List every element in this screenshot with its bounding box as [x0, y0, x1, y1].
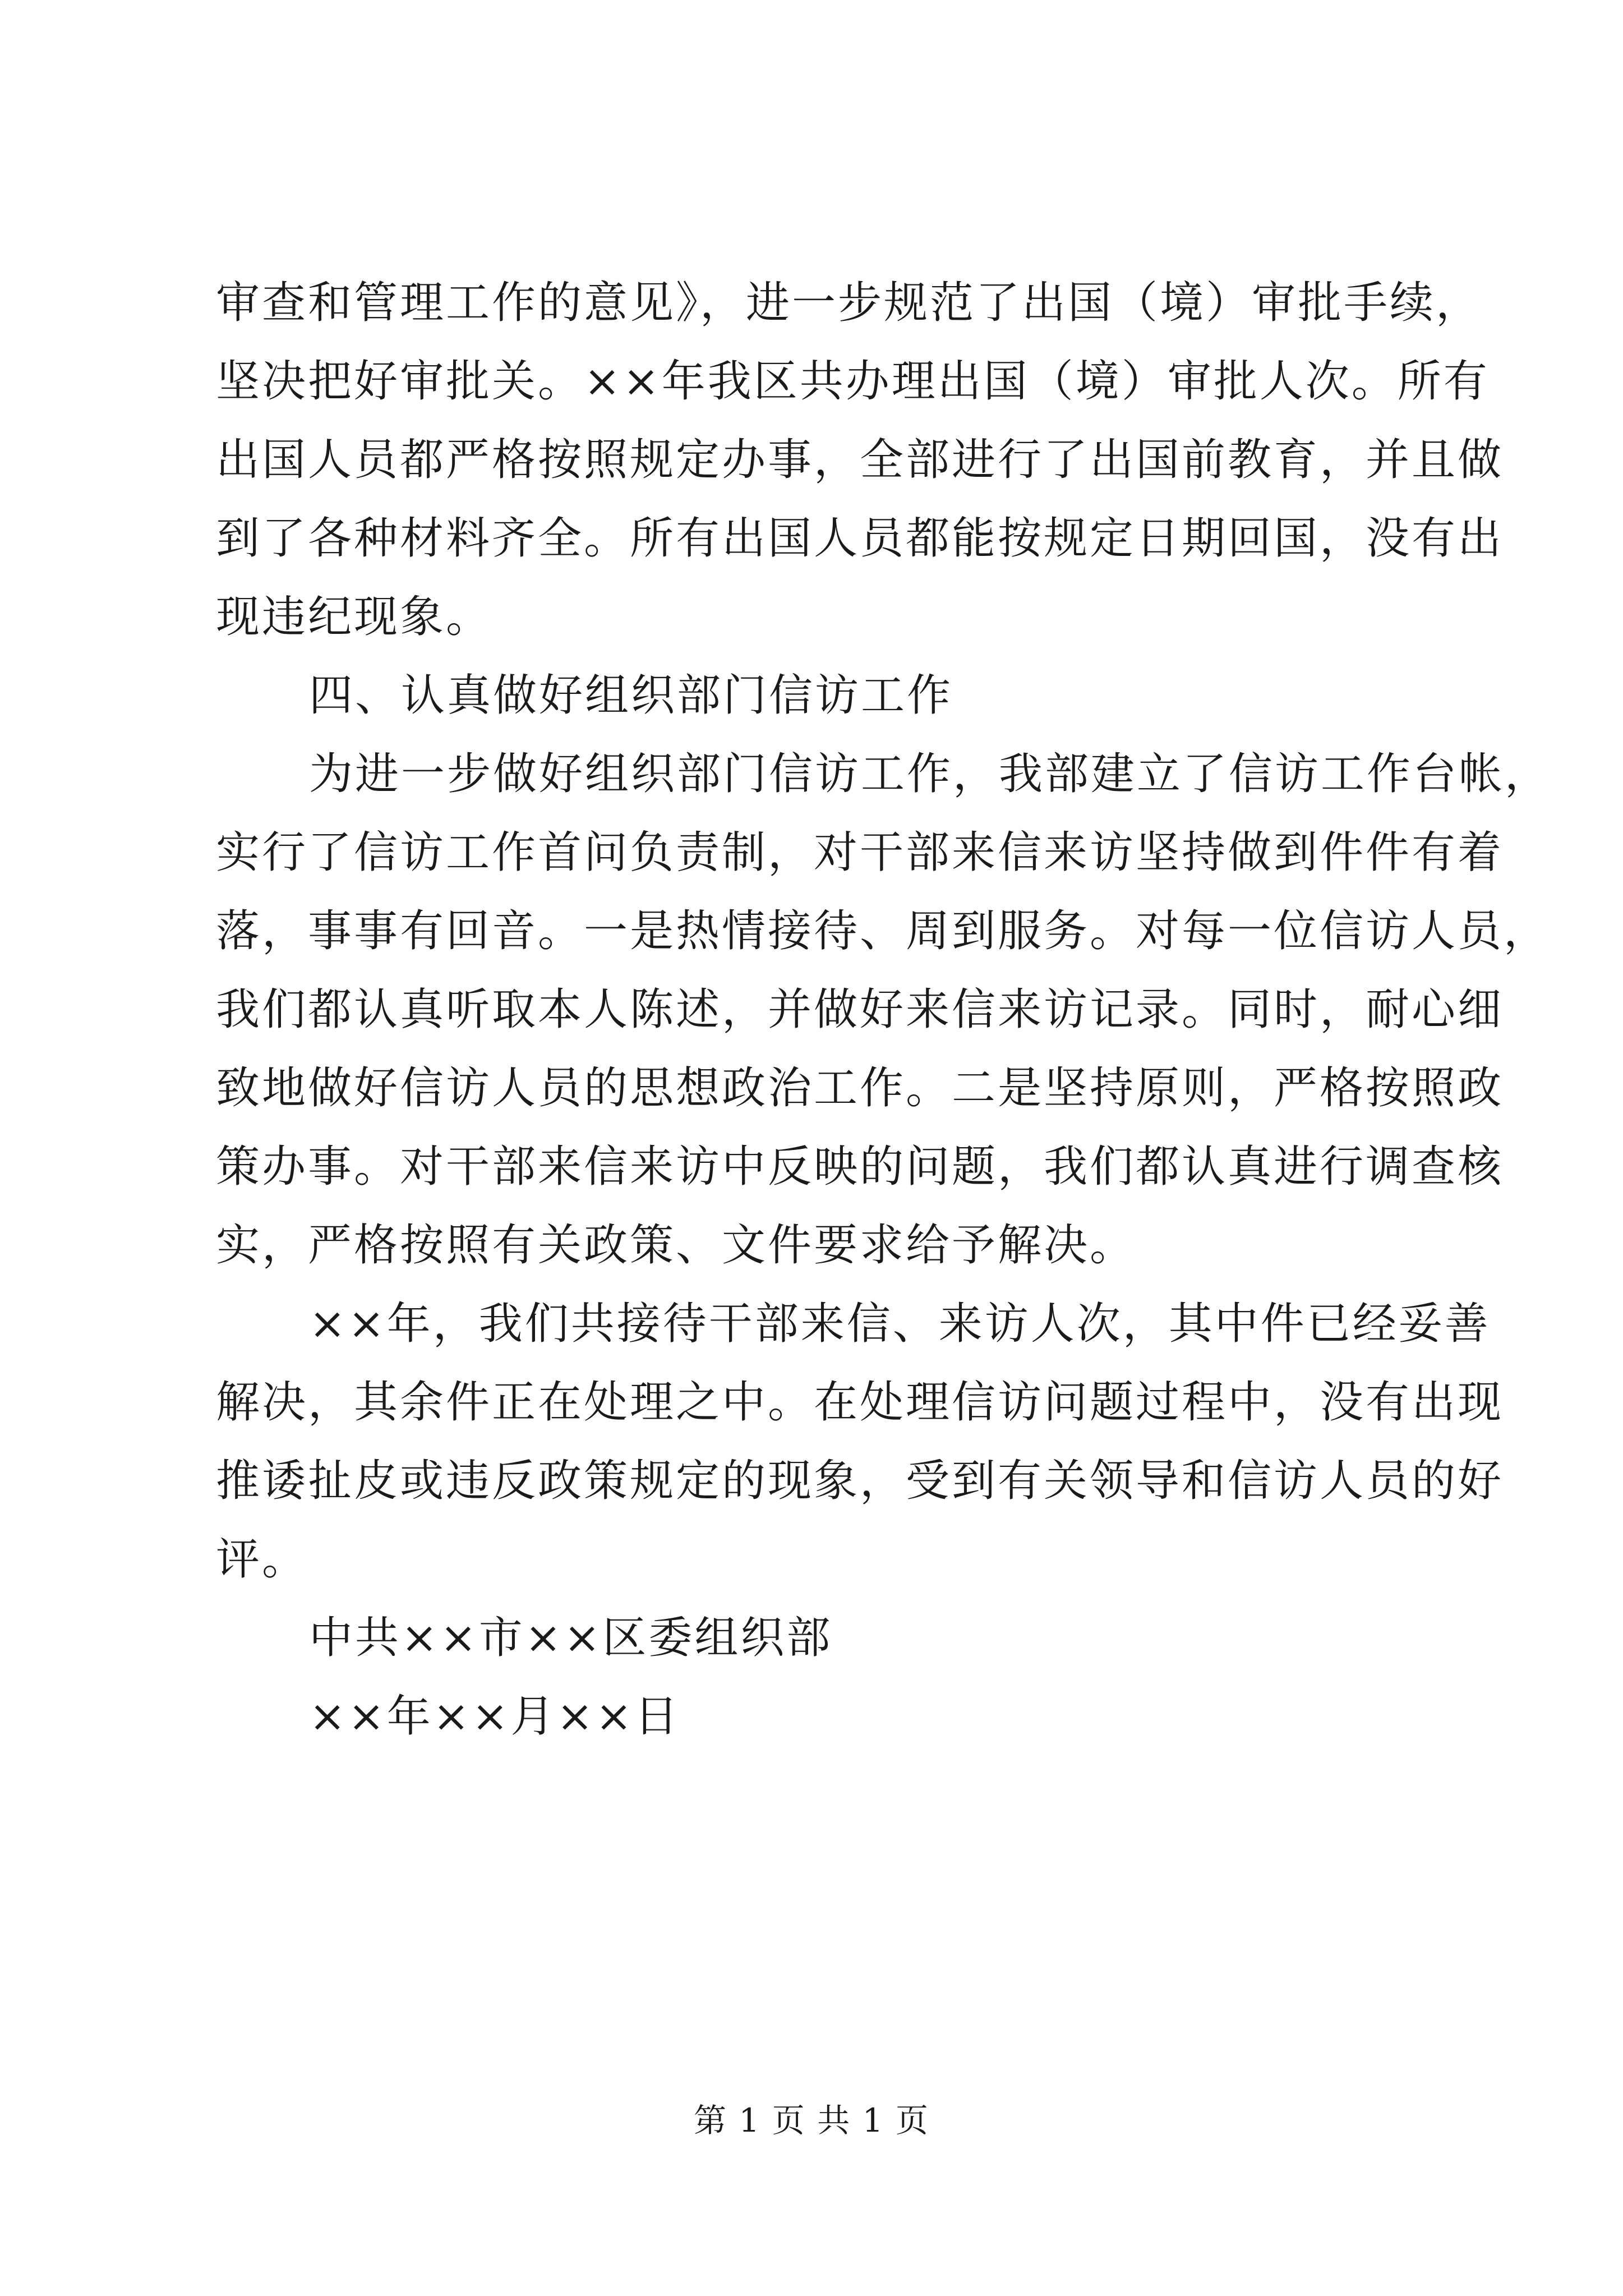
text-line-5: 现违纪现象。 [216, 592, 492, 642]
text-line-8: 实行了信访工作首问负责制，对干部来信来访坚持做到件件有着 [216, 827, 1504, 878]
text-line-9: 落，事事有回音。一是热情接待、周到服务。对每一位信访人员， [216, 906, 1550, 956]
text-line-4: 到了各种材料齐全。所有出国人员都能按规定日期回国，没有出 [216, 513, 1504, 564]
text-line-12: 策办事。对干部来信来访中反映的问题，我们都认真进行调查核 [216, 1142, 1504, 1192]
page-number: 第 1 页 共 1 页 [694, 2101, 929, 2139]
section-heading: 四、认真做好组织部门信访工作 [309, 670, 953, 721]
text-line-1: 审查和管理工作的意见》，进一步规范了出国（境）审批手续， [216, 278, 1482, 328]
text-line-7: 为进一步做好组织部门信访工作，我部建立了信访工作台帐， [309, 749, 1551, 799]
signature-date: ××年××月××日 [309, 1691, 681, 1742]
text-line-15: 解决，其余件正在处理之中。在处理信访问题过程中，没有出现 [216, 1377, 1504, 1428]
text-line-14: ××年，我们共接待干部来信、来访人次，其中件已经妥善 [309, 1299, 1491, 1349]
text-line-2: 坚决把好审批关。××年我区共办理出国（境）审批人次。所有 [216, 356, 1490, 407]
text-line-10: 我们都认真听取本人陈述，并做好来信来访记录。同时，耐心细 [216, 984, 1504, 1035]
text-line-16: 推诿扯皮或违反政策规定的现象，受到有关领导和信访人员的好 [216, 1456, 1504, 1506]
text-line-11: 致地做好信访人员的思想政治工作。二是坚持原则，严格按照政 [216, 1063, 1504, 1114]
document-body [216, 264, 1551, 1756]
text-line-13: 实，严格按照有关政策、文件要求给予解决。 [216, 1220, 1136, 1271]
text-line-3: 出国人员都严格按照规定办事，全部进行了出国前教育，并且做 [216, 435, 1504, 485]
signature-organization: 中共××市××区委组织部 [309, 1613, 833, 1663]
text-line-17: 评。 [216, 1534, 308, 1585]
page-footer [0, 2098, 1623, 2143]
